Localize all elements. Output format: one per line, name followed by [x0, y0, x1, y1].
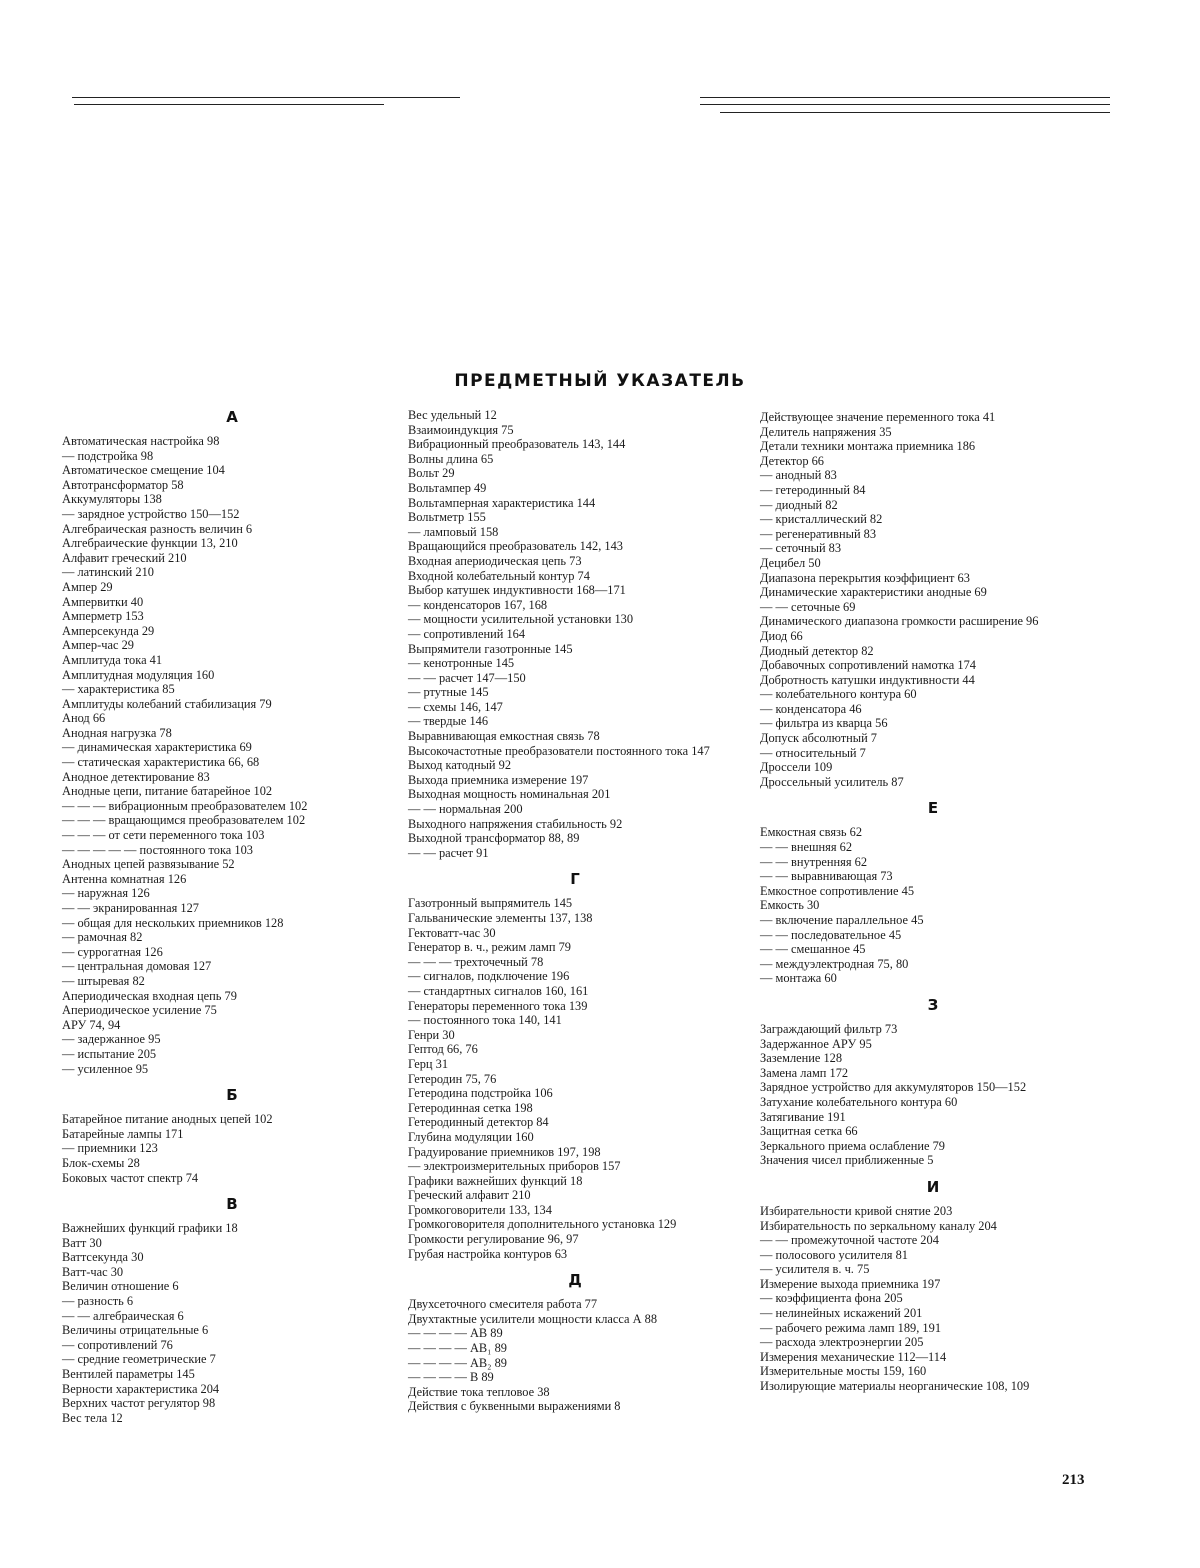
index-entry: Динамического диапазона громкости расширение 96	[760, 614, 1039, 629]
index-column-3	[760, 410, 1106, 1394]
index-entry: Зарядное устройство для аккумуляторов 150—152	[760, 1080, 1027, 1095]
index-entry: Аккумуляторы 138	[62, 492, 162, 507]
index-entry: Детали техники монтажа приемника 186	[760, 439, 976, 454]
header-rule-right-extra	[720, 112, 1110, 113]
index-entry: — анодный 83	[760, 468, 837, 483]
index-column-1	[62, 408, 402, 1425]
index-entry: Действия с буквенными выражениями 8	[408, 1399, 621, 1414]
index-entry: Заграждающий фильтр 73	[760, 1021, 898, 1036]
index-entry: Амплитуды колебаний стабилизация 79	[62, 696, 272, 711]
index-entry: Добротность катушки индуктивности 44	[760, 672, 975, 687]
index-entry: Блок-схемы 28	[62, 1155, 140, 1170]
index-entry: — — — трехточечный 78	[408, 954, 544, 969]
index-entry: — конденсаторов 167, 168	[408, 597, 548, 612]
index-entry: Амперметр 153	[62, 609, 144, 624]
index-entry: — конденсатора 46	[760, 701, 862, 716]
index-entry: — включение параллельное 45	[760, 913, 924, 927]
index-entry: — — — — В 89	[408, 1370, 494, 1385]
index-entry: Батарейное питание анодных цепей 102	[62, 1112, 273, 1127]
index-entry: — — — — — постоянного тока 103	[62, 842, 253, 857]
index-entry: — монтажа 60	[760, 971, 837, 986]
index-entry: Высокочастотные преобразователи постоянного тока 147	[408, 743, 710, 758]
index-entry: — — выравнивающая 73	[760, 869, 893, 884]
index-entry: Анод 66	[62, 711, 106, 726]
index-entry: — — смешанное 45	[760, 942, 866, 957]
index-entry: Диодный детектор 82	[760, 643, 874, 658]
index-entry: — сеточный 83	[760, 541, 842, 556]
index-entry: Зеркального приема ослабление 79	[760, 1138, 945, 1153]
index-entry: Гетеродинный детектор 84	[408, 1115, 549, 1130]
index-entry: Гальванические элементы 137, 138	[408, 911, 593, 925]
index-entry: — — промежуточной частоте 204	[760, 1233, 939, 1248]
index-entry: — рабочего режима ламп 189, 191	[760, 1320, 942, 1335]
index-entry: — — нормальная 200	[408, 802, 523, 817]
index-entry: Автоматическая настройка 98	[62, 434, 220, 448]
index-entry: Заземление 128	[760, 1051, 843, 1066]
index-entry: Задержанное АРУ 95	[760, 1036, 872, 1051]
index-entry: Вес удельный 12	[408, 408, 497, 422]
index-entry: Выбор катушек индуктивности 168—171	[408, 583, 626, 598]
index-entry: — испытание 205	[62, 1046, 157, 1061]
index-entry: — относительный 7	[760, 745, 866, 760]
section-letter: Д	[568, 1271, 582, 1290]
index-entry: — — алгебраическая 6	[62, 1308, 184, 1323]
index-entry: Генри 30	[408, 1027, 455, 1042]
index-entry: Вращающийся преобразователь 142, 143	[408, 539, 623, 554]
index-entry: Емкостная связь 62	[760, 825, 863, 840]
index-entry: Ватт 30	[62, 1235, 102, 1250]
index-entry: Детектор 66	[760, 453, 825, 468]
index-entry: Взаимоиндукция 75	[408, 422, 514, 437]
index-entry: Батарейные лампы 171	[62, 1126, 184, 1141]
index-entry: Величины отрицательные 6	[62, 1323, 209, 1338]
index-entry: — — расчет 91	[408, 845, 489, 860]
index-entry: Входная апериодическая цепь 73	[408, 553, 582, 568]
index-entry: Диапазона перекрытия коэффициент 63	[760, 570, 970, 585]
index-entry: Замена ламп 172	[760, 1065, 849, 1080]
index-entry: Действие тока тепловое 38	[408, 1384, 550, 1399]
index-entry: — регенеративный 83	[760, 526, 877, 541]
index-entry: Допуск абсолютный 7	[760, 731, 877, 746]
section-letter: В	[226, 1195, 238, 1214]
index-entry: Ампервитки 40	[62, 594, 144, 609]
index-entry: Верхних частот регулятор 98	[62, 1396, 216, 1411]
index-entry: Амперсекунда 29	[62, 623, 155, 638]
index-entry: — стандартных сигналов 160, 161	[408, 983, 589, 998]
header-rule-left-top	[72, 97, 460, 98]
index-entry: Вес тела 12	[62, 1410, 123, 1425]
index-entry: Генераторы переменного тока 139	[408, 998, 588, 1013]
index-entry: Алгебраическая разность величин 6	[62, 521, 253, 536]
index-entry: — сопротивлений 76	[62, 1337, 173, 1352]
index-entry: — мощности усилительной установки 130	[408, 612, 634, 627]
index-entry: — усиленное 95	[62, 1061, 149, 1076]
index-entry: Вибрационный преобразователь 143, 144	[408, 437, 626, 452]
index-entry: Амплитуда тока 41	[62, 652, 163, 667]
index-entry: Графики важнейших функций 18	[408, 1173, 583, 1188]
index-entry: Гектоватт-час 30	[408, 925, 496, 940]
index-entry: Выпрямители газотронные 145	[408, 641, 573, 656]
index-entry: Антенна комнатная 126	[62, 871, 187, 886]
index-entry: — ламповый 158	[408, 524, 499, 539]
index-entry: — — — — АВ 89	[408, 1326, 503, 1341]
index-entry: — кристаллический 82	[760, 512, 883, 527]
index-entry: Емкостное сопротивление 45	[760, 883, 915, 898]
index-entry: Вентилей параметры 145	[62, 1367, 195, 1382]
index-entry: — — расчет 147—150	[408, 670, 526, 685]
index-entry: Генератор в. ч., режим ламп 79	[408, 940, 572, 955]
index-entry: — латинский 210	[62, 565, 154, 580]
index-entry: Избирательности кривой снятие 203	[760, 1203, 953, 1218]
header-rule-right-bottom	[700, 104, 1110, 105]
index-entry: Значения чисел приближенные 5	[760, 1153, 934, 1168]
index-entry: Автотрансформатор 58	[62, 477, 184, 492]
index-entry: — статическая характеристика 66, 68	[62, 755, 260, 770]
index-entry: Анодная нагрузка 78	[62, 725, 172, 740]
index-entry: — — сеточные 69	[760, 599, 856, 614]
index-entry: — ртутные 145	[408, 685, 489, 700]
section-letter: И	[926, 1177, 940, 1196]
index-entry: Апериодическая входная цепь 79	[62, 988, 237, 1003]
index-entry: Двухсеточного смесителя работа 77	[408, 1297, 598, 1312]
index-entry: — гетеродинный 84	[760, 482, 866, 497]
section-letter: Б	[226, 1086, 238, 1105]
index-entry: — диодный 82	[760, 497, 838, 512]
index-entry: — зарядное устройство 150—152	[62, 506, 240, 521]
index-entry: Выравнивающая емкостная связь 78	[408, 729, 600, 744]
index-entry: — суррогатная 126	[62, 944, 163, 959]
index-entry: — усилителя в. ч. 75	[760, 1262, 870, 1277]
index-entry: Ампер 29	[62, 579, 113, 594]
index-entry: — кенотронные 145	[408, 656, 515, 671]
index-entry: — колебательного контура 60	[760, 687, 917, 702]
index-entry: Анодное детектирование 83	[62, 769, 210, 784]
index-column-2	[408, 408, 742, 1414]
index-entry: Выходная мощность номинальная 201	[408, 787, 611, 802]
index-entry: — — — вибрационным преобразователем 102	[62, 798, 308, 813]
index-entry: Динамические характеристики анодные 69	[760, 585, 987, 600]
index-entry: Защитная сетка 66	[760, 1124, 858, 1139]
index-entry: — характеристика 85	[62, 682, 175, 697]
index-entry: — задержанное 95	[62, 1032, 161, 1047]
index-entry: Затягивание 191	[760, 1109, 846, 1124]
index-entry: Вольтамперная характеристика 144	[408, 495, 596, 510]
index-entry: Газотронный выпрямитель 145	[408, 896, 573, 911]
index-entry: — штыревая 82	[62, 973, 145, 988]
index-entry: — наружная 126	[62, 886, 150, 901]
index-entry: Гетеродин 75, 76	[408, 1071, 497, 1086]
index-entry: — схемы 146, 147	[408, 699, 503, 714]
index-entry: Глубина модуляции 160	[408, 1129, 534, 1144]
index-entry: Апериодическое усиление 75	[62, 1003, 217, 1018]
index-entry: Анодные цепи, питание батарейное 102	[62, 784, 273, 799]
index-entry: Дроссели 109	[760, 760, 833, 775]
section-letter: З	[927, 995, 939, 1014]
index-entry: — — — — АВ₁ 89	[408, 1341, 507, 1356]
index-title: ПРЕДМЕТНЫЙ УКАЗАТЕЛЬ	[454, 371, 746, 391]
index-entry: Вольтметр 155	[408, 510, 486, 525]
index-entry: Дроссельный усилитель 87	[760, 774, 904, 789]
index-entry: — — экранированная 127	[62, 901, 199, 915]
index-entry: Измерение выхода приемника 197	[760, 1276, 941, 1291]
index-entry: Громкости регулирование 96, 97	[408, 1232, 579, 1247]
index-entry: Измерительные мосты 159, 160	[760, 1364, 927, 1379]
index-entry: Греческий алфавит 210	[408, 1188, 531, 1203]
index-entry: — приемники 123	[62, 1141, 158, 1156]
index-entry: — — последовательное 45	[760, 927, 902, 942]
index-entry: Ватт-час 30	[62, 1264, 124, 1279]
section-letter: Е	[927, 799, 939, 818]
index-entry: — нелинейных искажений 201	[760, 1306, 923, 1321]
index-entry: Действующее значение переменного тока 41	[760, 410, 996, 424]
index-entry: Градуирование приемников 197, 198	[408, 1144, 601, 1159]
index-entry: — электроизмерительных приборов 157	[408, 1159, 621, 1174]
index-entry: Алгебраические функции 13, 210	[62, 536, 238, 551]
index-entry: — полосового усилителя 81	[760, 1247, 908, 1262]
index-entry: — твердые 146	[408, 714, 489, 729]
index-entry: Величин отношение 6	[62, 1279, 179, 1294]
index-entry: Гептод 66, 76	[408, 1042, 478, 1057]
index-entry: Диод 66	[760, 628, 803, 643]
index-entry: Герц 31	[408, 1056, 449, 1071]
index-entry: — сигналов, подключение 196	[408, 969, 570, 984]
index-entry: — коэффициента фона 205	[760, 1291, 903, 1306]
index-entry: Выходной трансформатор 88, 89	[408, 831, 580, 846]
index-entry: Измерения механические 112—114	[760, 1349, 947, 1364]
index-entry: — подстройка 98	[62, 448, 154, 463]
index-entry: Боковых частот спектр 74	[62, 1170, 199, 1185]
index-entry: Выходного напряжения стабильность 92	[408, 816, 623, 831]
index-entry: Грубая настройка контуров 63	[408, 1246, 568, 1261]
header-rule-left-bottom	[74, 104, 384, 105]
index-entry: Верности характеристика 204	[62, 1381, 220, 1396]
index-entry: АРУ 74, 94	[62, 1017, 121, 1032]
page-number: 213	[1062, 1472, 1085, 1488]
index-entry: — междуэлектродная 75, 80	[760, 956, 909, 971]
index-entry: — разность 6	[62, 1294, 134, 1309]
index-entry: — центральная домовая 127	[62, 959, 212, 974]
index-entry: Двухтактные усилители мощности класса А 88	[408, 1311, 658, 1326]
index-entry: — фильтра из кварца 56	[760, 716, 888, 731]
index-entry: Ваттсекунда 30	[62, 1250, 144, 1265]
index-entry: Вольтампер 49	[408, 480, 487, 495]
index-entry: Ампер-час 29	[62, 638, 134, 653]
index-entry: Важнейших функций графики 18	[62, 1221, 238, 1236]
index-entry: Входной колебательный контур 74	[408, 568, 590, 583]
index-entry: Анодных цепей развязывание 52	[62, 857, 235, 872]
index-entry: Алфавит греческий 210	[62, 550, 187, 565]
index-entry: Избирательность по зеркальному каналу 204	[760, 1218, 997, 1233]
index-entry: Делитель напряжения 35	[760, 424, 892, 439]
index-entry: — постоянного тока 140, 141	[408, 1013, 562, 1028]
header-rule-right-top	[700, 97, 1110, 98]
index-entry: Добавочных сопротивлений намотка 174	[760, 658, 976, 673]
index-entry: Гетеродина подстройка 106	[408, 1086, 553, 1101]
index-entry: — сопротивлений 164	[408, 626, 526, 641]
index-entry: — — — вращающимся преобразователем 102	[62, 813, 306, 828]
index-entry: — — — от сети переменного тока 103	[62, 828, 265, 843]
section-letter: Г	[570, 870, 580, 889]
index-entry: Автоматическое смещение 104	[62, 463, 225, 478]
index-entry: Выхода приемника измерение 197	[408, 772, 589, 787]
index-entry: — общая для нескольких приемников 128	[62, 915, 284, 930]
index-entry: Затухание колебательного контура 60	[760, 1094, 958, 1109]
index-entry: — — внешняя 62	[760, 840, 853, 855]
index-entry: Емкость 30	[760, 898, 820, 913]
section-letter: А	[226, 408, 238, 426]
index-entry: — — внутренняя 62	[760, 854, 868, 869]
index-entry: Гетеродинная сетка 198	[408, 1100, 533, 1115]
index-entry: Амплитудная модуляция 160	[62, 667, 215, 682]
index-entry: Волны длина 65	[408, 451, 494, 466]
index-entry: — — — — АВ₂ 89	[408, 1355, 507, 1370]
index-entry: Громкоговорители 133, 134	[408, 1202, 552, 1217]
index-entry: — расхода электроэнергии 205	[760, 1335, 924, 1350]
index-entry: — средние геометрические 7	[62, 1352, 216, 1367]
index-entry: — динамическая характеристика 69	[62, 740, 252, 755]
index-entry: Децибел 50	[760, 555, 821, 570]
index-entry: Вольт 29	[408, 466, 455, 481]
index-entry: Громкоговорителя дополнительного установка 129	[408, 1217, 677, 1232]
index-entry: Изолирующие материалы неорганические 108, 109	[760, 1379, 1030, 1394]
index-entry: Выход катодный 92	[408, 758, 512, 773]
index-entry: — рамочная 82	[62, 930, 143, 945]
